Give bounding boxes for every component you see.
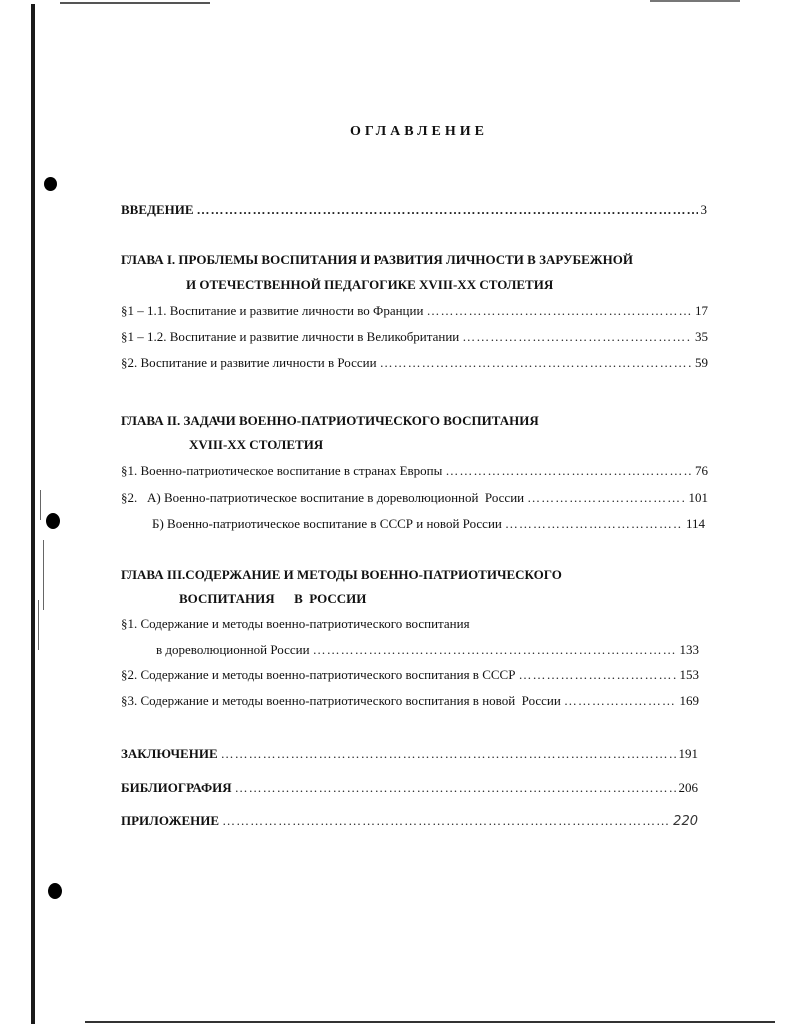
toc-leader-dots [462,329,692,345]
toc-entry-page: 169 [679,693,699,708]
toc-entry-page: 3 [700,202,707,217]
toc-leader-dots [380,355,692,371]
toc-entry-page: 191 [678,746,698,761]
toc-entry-page: 114 [685,516,705,531]
toc-entry-label: в дореволюционной России [156,642,310,657]
toc-entry-label: §1 – 1.1. Воспитание и развитие личности во Франции [121,303,424,318]
chapter-heading: ГЛАВА III.СОДЕРЖАНИЕ И МЕТОДЫ ВОЕННО-ПАТРИОТИЧЕСКОГО [121,567,562,582]
toc-entry-page: 35 [695,329,708,344]
scan-top-mark [60,2,210,4]
toc-leader-dots [222,813,670,829]
scan-noise [40,490,41,520]
toc-leader-dots [313,642,677,658]
toc-leader-dots [564,693,677,709]
toc-leader-dots [426,303,692,319]
toc-leader-dots [445,463,692,479]
toc-entry-label: ПРИЛОЖЕНИЕ [121,813,220,828]
toc-entry [121,329,708,345]
toc-leader-dots [527,490,685,506]
toc-leader-dots [505,516,683,532]
toc-entry [121,303,708,319]
toc-entry-page: 59 [695,355,708,370]
toc-entry-page: 153 [679,667,699,682]
toc-entry-appendix [121,813,698,830]
toc-entry [156,642,699,658]
toc-entry-page: 133 [679,642,699,657]
toc-entry-label: §2. Воспитание и развитие личности в России [121,355,377,370]
toc-entry-bibliography [121,780,698,796]
punch-hole-blot [46,513,60,529]
scan-noise [38,600,39,650]
punch-hole-blot [44,177,57,191]
toc-entry [121,667,699,683]
toc-entry-page: 76 [695,463,708,478]
toc-entry-page: 220 [673,814,698,829]
toc-entry [121,693,699,709]
chapter-heading: ГЛАВА I. ПРОБЛЕМЫ ВОСПИТАНИЯ И РАЗВИТИЯ ЛИЧНОСТИ В ЗАРУБЕЖНОЙ [121,252,633,267]
toc-leader-dots [197,202,698,218]
toc-entry-label: §2. Содержание и методы военно-патриотического воспитания в СССР [121,667,516,682]
chapter-heading: XVIII-XX СТОЛЕТИЯ [189,437,324,452]
toc-entry [121,355,708,371]
page-title: ОГЛАВЛЕНИЕ [350,124,488,139]
scan-noise [43,540,44,610]
toc-leader-dots [235,780,676,796]
toc-leader-dots [518,667,676,683]
chapter-heading: ВОСПИТАНИЯ В РОССИИ [179,591,367,606]
toc-entry-page: 17 [695,303,708,318]
chapter-heading: И ОТЕЧЕСТВЕННОЙ ПЕДАГОГИКЕ XVIII-XX СТОЛЕТИЯ [186,277,554,292]
toc-entry-label: §3. Содержание и методы военно-патриотического воспитания в новой России [121,693,561,708]
toc-entry-label: §1. Содержание и методы военно-патриотического воспитания [121,616,470,631]
toc-entry-conclusion [121,746,698,762]
toc-entry-label: ЗАКЛЮЧЕНИЕ [121,746,218,761]
toc-entry-label: §1. Военно-патриотическое воспитание в странах Европы [121,463,443,478]
toc-entry [121,463,708,479]
toc-entry-label: §2. А) Военно-патриотическое воспитание в дореволюционной России [121,490,525,505]
toc-entry-label: БИБЛИОГРАФИЯ [121,780,232,795]
scan-bottom-line [85,1021,775,1023]
toc-entry-page: 101 [688,490,708,505]
toc-entry-page: 206 [678,780,698,795]
toc-entry-label: ВВЕДЕНИЕ [121,202,194,217]
toc-entry-label: §1 – 1.2. Воспитание и развитие личности в Великобритании [121,329,460,344]
chapter-heading: ГЛАВА II. ЗАДАЧИ ВОЕННО-ПАТРИОТИЧЕСКОГО ВОСПИТАНИЯ [121,413,539,428]
toc-entry [152,516,705,532]
scan-top-mark [650,0,740,2]
scan-left-border [31,4,35,1024]
toc-leader-dots [221,746,676,762]
toc-entry-intro [121,202,707,218]
toc-entry-label: Б) Военно-патриотическое воспитание в СССР и новой России [152,516,502,531]
toc-entry [121,490,708,506]
punch-hole-blot [48,883,62,899]
